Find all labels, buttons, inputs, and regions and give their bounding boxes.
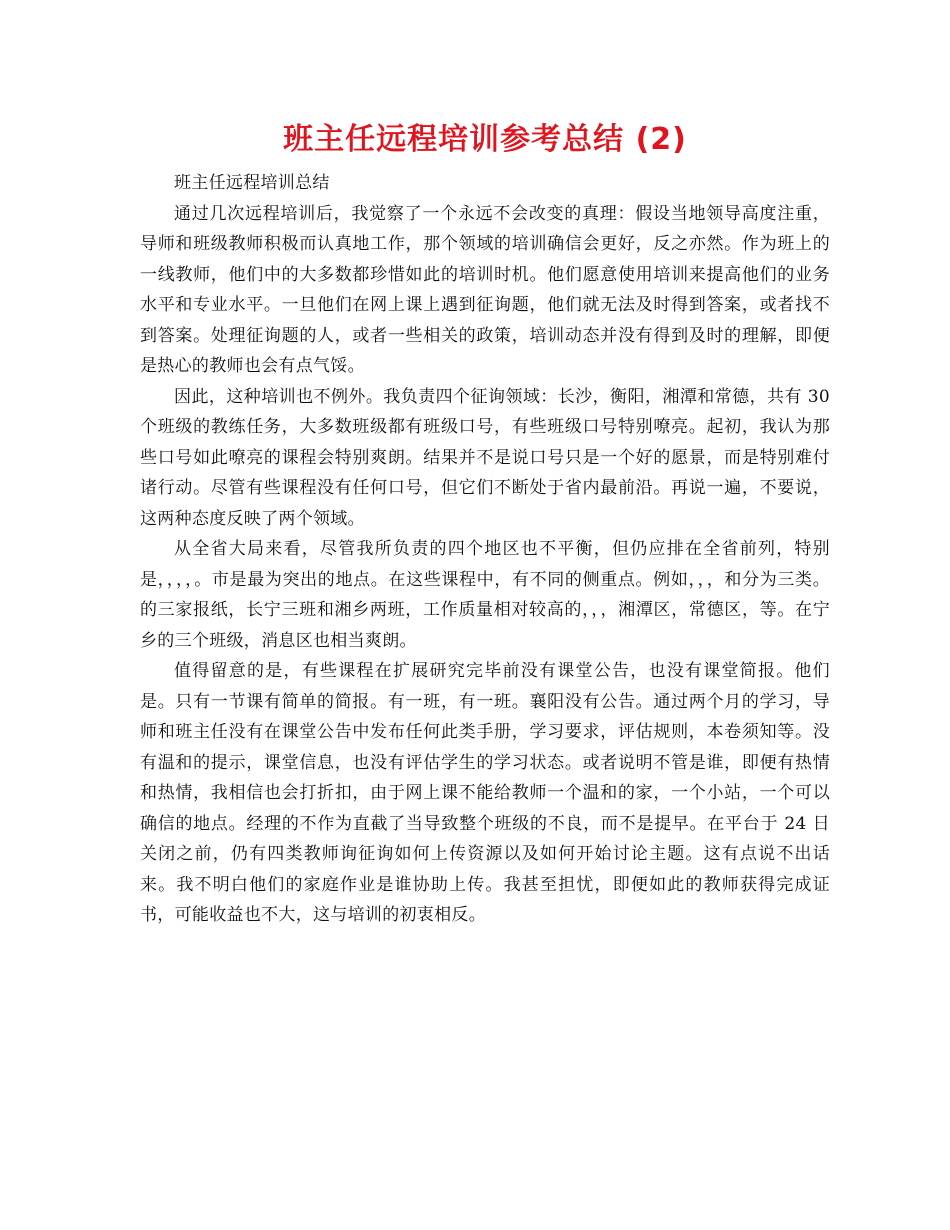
body-paragraph-2: 因此，这种培训也不例外。我负责四个征询领域：长沙，衡阳，湘潭和常德，共有 30 个班级的教练任务，大多数班级都有班级口号，有些班级口号特别嘹亮。起初，我认为那些口号如此嘹亮的课程会特别爽朗。结果并不是说口号只是一个好的愿景，而是特别难付诸行动。尽管有些课程没有任何口号，但它们不断处于省内最前沿。再说一遍，不要说，这两种态度反映了两个领域。 <box>140 386 830 529</box>
body-paragraph-1: 通过几次远程培训后，我觉察了一个永远不会改变的真理：假设当地领导高度注重，导师和班级教师积极而认真地工作，那个领域的培训确信会更好，反之亦然。作为班上的一线教师，他们中的大多数都珍惜如此的培训时机。他们愿意使用培训来提高他们的业务水平和专业水平。一旦他们在网上课上遇到征询题，他们就无法及时得到答案，或者找不到答案。处理征询题的人，或者一些相关的政策，培训动态并没有得到及时的理解，即便是热心的教师也会有点气馁。 <box>140 203 830 376</box>
document-page <box>140 120 830 931</box>
body-paragraph-4: 值得留意的是，有些课程在扩展研究完毕前没有课堂公告，也没有课堂简报。他们是。只有一节课有简单的简报。有一班，有一班。襄阳没有公告。通过两个月的学习，导师和班主任没有在课堂公告中发布任何此类手册，学习要求，评估规则，本卷须知等。没有温和的提示，课堂信息，也没有评估学生的学习状态。或者说明不管是谁，即便有热情和热情，我相信也会打折扣，由于网上课不能给教师一个温和的家，一个小站，一个可以确信的地点。经理的不作为直截了当导致整个班级的不良，而不是提早。在平台于 24 日关闭之前，仍有四类教师询征询如何上传资源以及如何开始讨论主题。这有点说不出话来。我不明白他们的家庭作业是谁协助上传。我甚至担忧，即便如此的教师获得完成证书，可能收益也不大，这与培训的初衷相反。 <box>140 661 830 925</box>
subtitle-paragraph: 班主任远程培训总结 <box>174 173 330 193</box>
document-title: 班主任远程培训参考总结 (2) <box>283 122 687 157</box>
body-paragraph-3: 从全省大局来看，尽管我所负责的四个地区也不平衡，但仍应排在全省前列，特别是，，，，。市是最为突出的地点。在这些课程中，有不同的侧重点。例如，，，和分为三类。的三家报纸，长宁三班和湘乡两班，工作质量相对较高的，，，湘潭区，常德区，等。在宁乡的三个班级，消息区也相当爽朗。 <box>140 539 830 651</box>
